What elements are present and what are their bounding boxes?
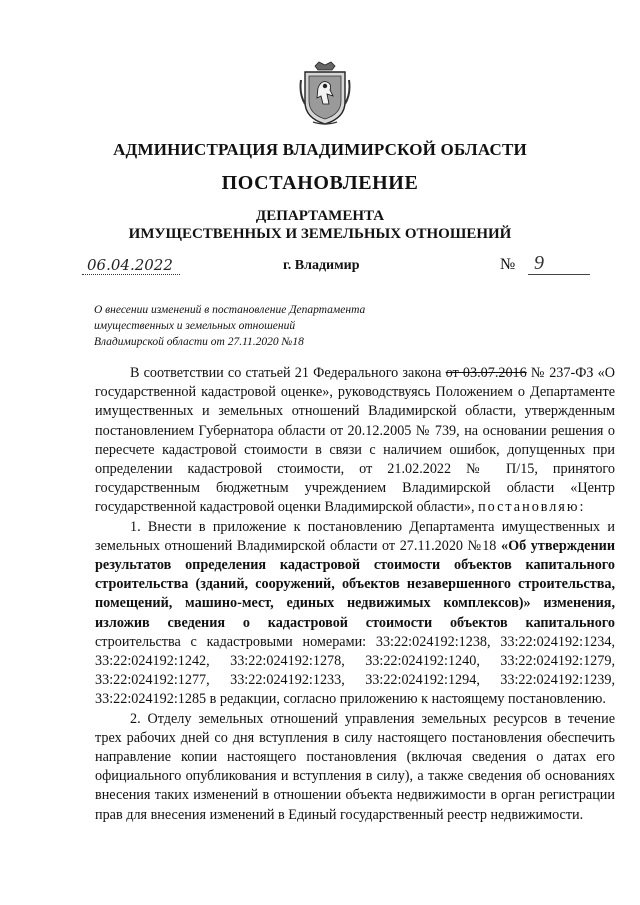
decree-word: постановляю:	[478, 499, 586, 516]
department-line-2: ИМУЩЕСТВЕННЫХ И ЗЕМЕЛЬНЫХ ОТНОШЕНИЙ	[128, 226, 512, 242]
document-city: г. Владимир	[283, 258, 360, 273]
paragraph-item-1	[95, 518, 615, 710]
document-subject	[94, 302, 424, 350]
document-body	[95, 364, 615, 825]
document-date: 06.04.2022	[87, 256, 173, 274]
document-type: ПОСТАНОВЛЕНИЕ	[221, 172, 419, 194]
organization-name: АДМИНИСТРАЦИЯ ВЛАДИМИРСКОЙ ОБЛАСТИ	[113, 140, 527, 159]
number-sign: №	[500, 256, 516, 273]
date-underline	[82, 274, 180, 275]
number-underline	[528, 274, 590, 275]
subject-line: имущественных и земельных отношений	[94, 320, 296, 332]
preamble-text: В соответствии со статьей 21 Федерального закона	[130, 365, 446, 381]
subject-line: Владимирской области от 27.11.2020 №18	[94, 336, 304, 348]
department-line-1: ДЕПАРТАМЕНТА	[255, 208, 385, 224]
item-1-text: 1. Внести в приложение к постановлению Департамента имущественных и земельных отношений Владимирской области от 27.11.2020 №18	[95, 518, 615, 554]
preamble-text-rest: № 237-ФЗ «О государственной кадастровой оценке», руководствуясь Положением о Департаменте имущественных и земельных отношений Владимирской области, утвержденным постановлением Губернатора области от 20.12.2005 № 739, на основании решения о пересчете кадастровой стоимости в связи с наличием ошибок, допущенных при определении кадастровой стоимости, от 21.02.2022 № П/15, принятого государственным бюджетным учреждением Владимирской области «Центр государственной кадастровой оценки Владимирской области»,	[95, 365, 616, 516]
paragraph-item-2: 2. Отделу земельных отношений управления земельных ресурсов в течение трех рабочих дней со дня вступления в силу настоящего постановления обеспечить направление копии настоящего постановления (включая сведения о датах его официального опубликования и вступления в силу), а также сведения об основаниях внесения таких изменений в отношении объекта недвижимости в орган регистрации прав для внесения изменений в Единый государственный реестр недвижимости.	[95, 710, 615, 823]
item-1-text-rest: строительства с кадастровыми номерами: 33:22:024192:1238, 33:22:024192:1234, 33:22:024192:1242, 33:22:024192:1278, 33:22:024192:1240, 33:22:024192:1279, 33:22:024192:1277, 33:22:024192:1233, 33:22:024192:1294, 33:22:024192:1239, 33:22:024192:1285 в редакции, согласно приложению к настоящему постановлению.	[95, 633, 615, 708]
struck-date: от 03.07.2016	[445, 365, 527, 381]
subject-line: О внесении изменений в постановление Департамента	[94, 304, 366, 316]
item-1-bold-text: «Об утверждении результатов определения кадастровой стоимости объектов капитального строительства (зданий, сооружений, объектов незавершенного строительства, помещений, машино-мест, единых недвижимых комплексов)» изменения, изложив сведения о кадастровой стоимости объектов капитального	[95, 537, 615, 631]
paragraph-preamble	[95, 364, 615, 518]
document-number: 9	[534, 252, 544, 274]
coat-of-arms-icon	[299, 60, 351, 126]
